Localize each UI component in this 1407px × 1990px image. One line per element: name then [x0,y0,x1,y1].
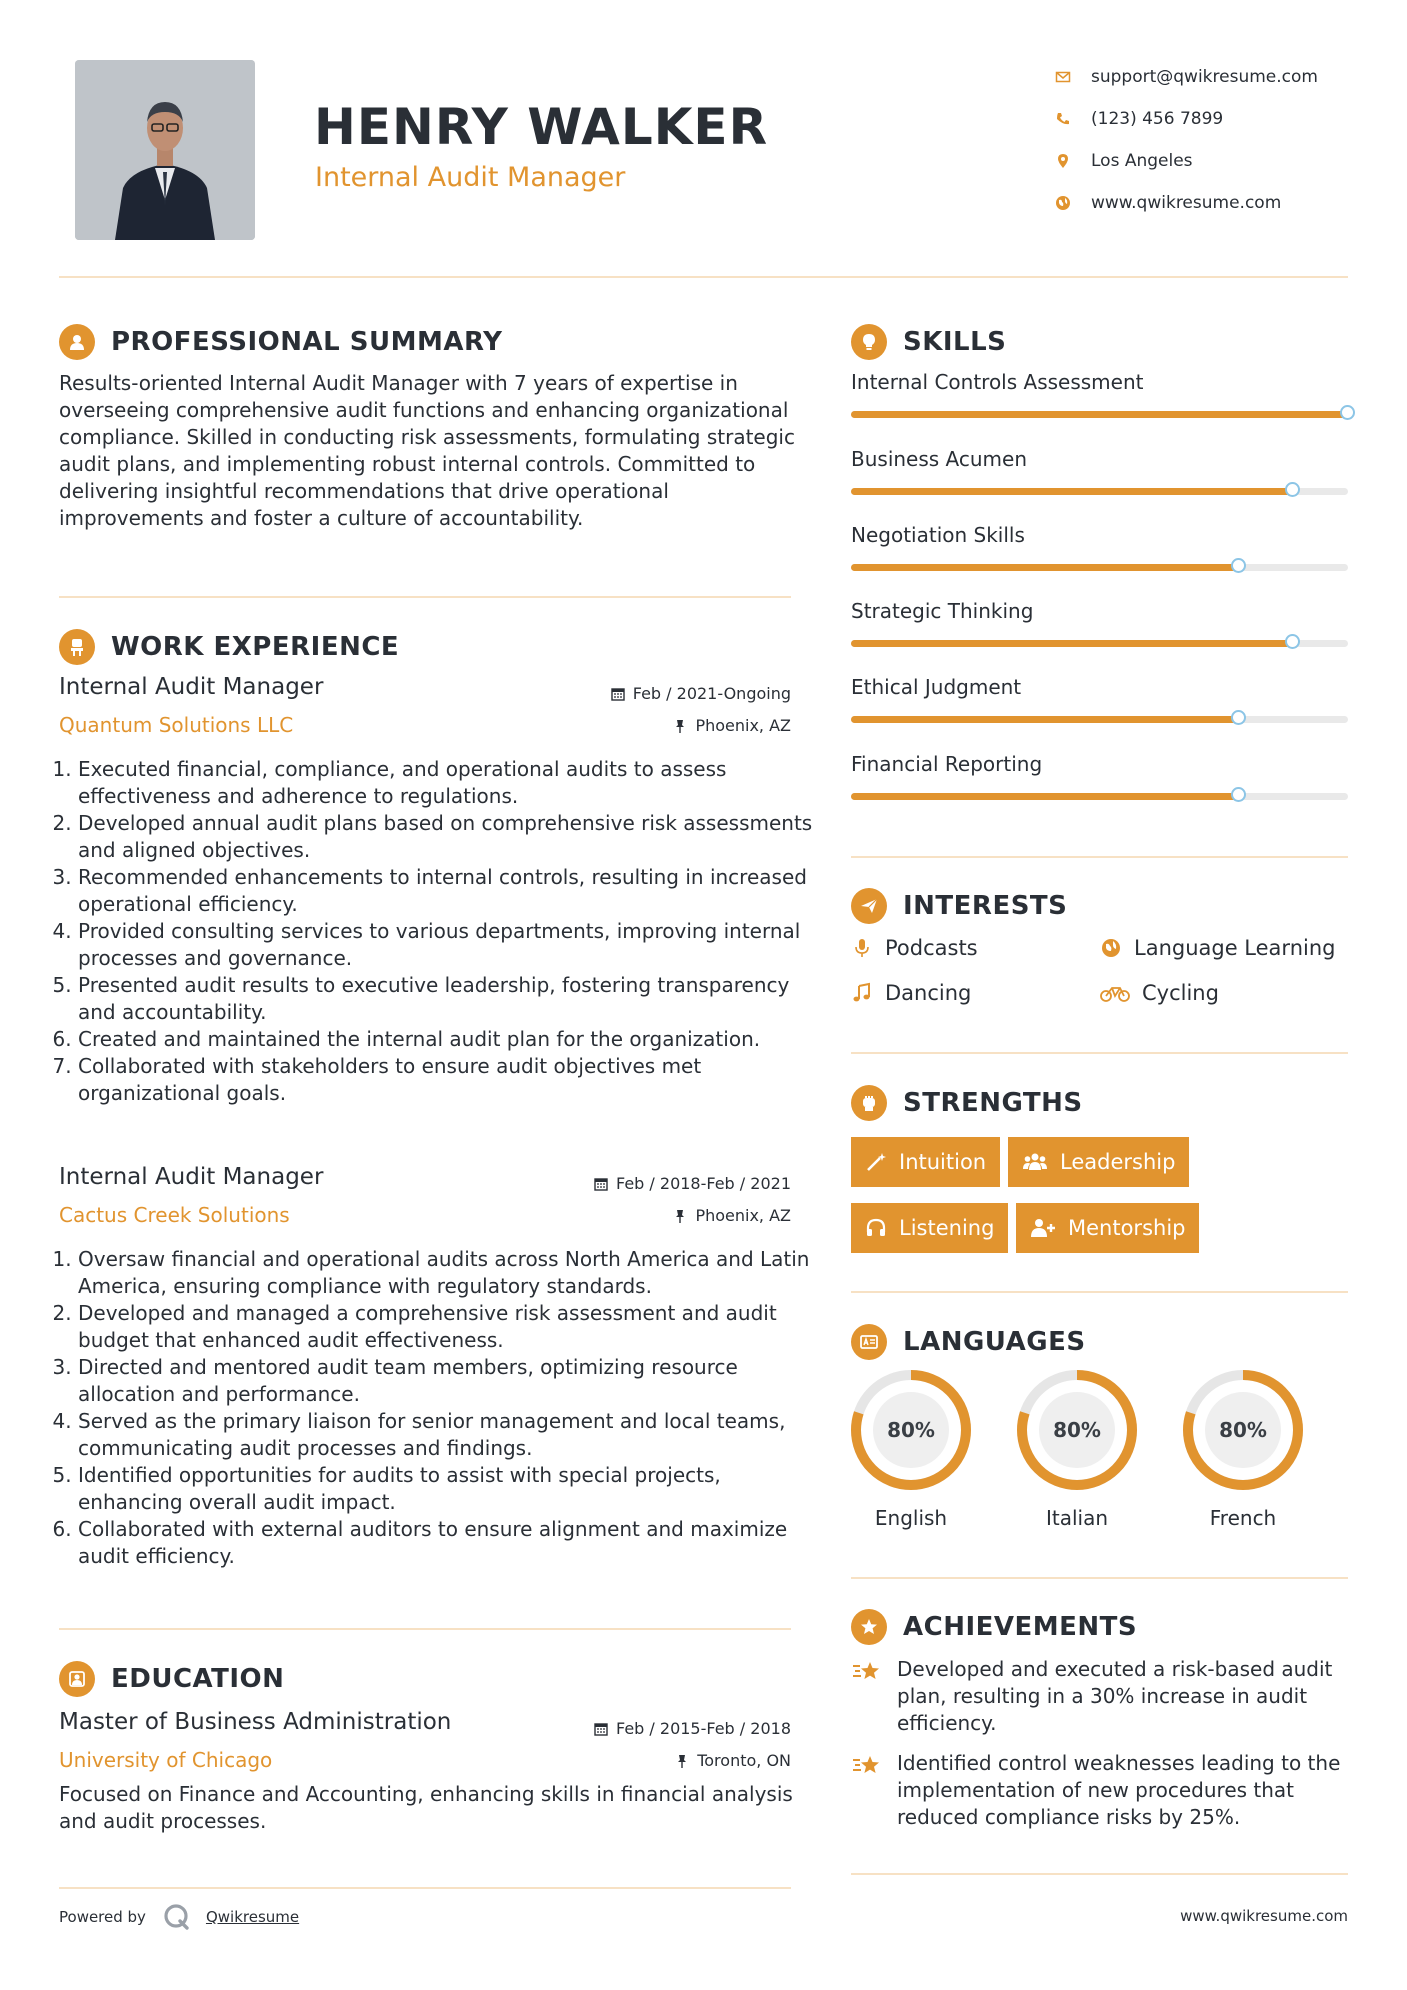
language-ring [849,1368,973,1492]
list-item: 2. Developed and managed a comprehensive risk assessment and audit budget that enhanced audit effectiveness. [78,1300,818,1354]
paper-plane-icon [851,888,887,924]
achievement-text: Identified control weaknesses leading to the implementation of new procedures that reduced compliance risks by 25%. [897,1751,1341,1829]
footer-website[interactable]: www.qwikresume.com [1180,1907,1348,1925]
achievements-title: ACHIEVEMENTS [903,1612,1138,1642]
map-pin-icon [1055,153,1071,169]
phone-icon [1055,111,1071,127]
achievement-text: Developed and executed a risk-based audit plan, resulting in a 30% increase in audit efficiency. [897,1657,1333,1735]
job-entry-1 [59,672,791,742]
microphone-icon [851,937,873,959]
contact-email[interactable] [1055,56,1375,98]
footer-powered-by [59,1902,299,1932]
skill-item [851,523,1348,547]
chair-icon [59,629,95,665]
list-item: 3. Directed and mentored audit team members, optimizing resource allocation and performance. [78,1354,818,1408]
pushpin-icon [675,1754,689,1768]
list-item: 1. Executed financial, compliance, and operational audits to assess effectiveness and adherence to regulations. [78,756,818,810]
achievement-item [851,1656,1351,1737]
school: University of Chicago [59,1748,273,1772]
list-item: 1. Oversaw financial and operational audits across North America and Latin America, ensuring compliance with regulatory standards. [78,1246,818,1300]
experience-header [59,627,399,667]
id-card-icon [851,1324,887,1360]
job-dates: Feb / 2018-Feb / 2021 [594,1174,791,1193]
skill-name: Strategic Thinking [851,599,1034,623]
skill-item [851,752,1348,776]
language-ring [1015,1368,1139,1492]
contact-phone[interactable] [1055,98,1375,140]
calendar-icon [594,1177,608,1191]
qwikresume-logo-icon [162,1902,192,1932]
strength-tag-mentorship: Mentorship [1016,1203,1199,1253]
job-dates: Feb / 2021-Ongoing [611,684,791,703]
language-item [849,1368,973,1530]
language-item [1181,1368,1305,1530]
languages-divider [851,1577,1348,1579]
summary-text: Results-oriented Internal Audit Manager with 7 years of expertise in overseeing comprehensive audit functions and enhancing organizational compliance. Skilled in conducting risk assessments, formulating strategic audit plans, and implementing robust internal controls. Committed to delivering insightful recommendations that drive operational improvements and foster a culture of accountability. [59,371,795,530]
calendar-icon [611,687,625,701]
interest-item: Podcasts [851,936,978,960]
location-text: Los Angeles [1091,151,1193,171]
skill-bar [851,411,1348,418]
calendar-icon [594,1722,608,1736]
skills-header [851,322,1006,362]
skill-bar-fill [851,716,1239,723]
skill-bar [851,793,1348,800]
job-location: Phoenix, AZ [673,716,791,735]
skill-bar-knob [1285,482,1300,497]
skill-bar-knob [1231,710,1246,725]
skill-bar-fill [851,564,1239,571]
envelope-icon [1055,69,1071,85]
users-icon [1022,1151,1048,1173]
language-name: Italian [1045,1506,1109,1530]
skill-name: Internal Controls Assessment [851,370,1144,394]
interest-item: Cycling [1100,981,1219,1005]
star-badge-icon [851,1609,887,1645]
language-percent: 80% [1219,1418,1267,1442]
skill-item [851,447,1348,471]
language-percent: 80% [887,1418,935,1442]
skill-bar-knob [1340,405,1355,420]
email-text: support@qwikresume.com [1091,67,1318,87]
skill-bar [851,488,1348,495]
list-item: 6. Created and maintained the internal audit plan for the organization. [78,1026,818,1053]
skill-bar-fill [851,411,1348,418]
job-role: Internal Audit Manager [59,674,324,700]
list-item: 6. Collaborated with external auditors to ensure alignment and maximize audit efficiency. [78,1516,818,1570]
education-location: Toronto, ON [675,1751,791,1770]
powered-by-label: Powered by [59,1908,146,1926]
skill-bar-fill [851,793,1239,800]
user-icon [59,324,95,360]
skill-name: Ethical Judgment [851,675,1022,699]
website-text: www.qwikresume.com [1091,193,1282,213]
list-item: 4. Served as the primary liaison for senior management and local teams, communicating audit processes and findings. [78,1408,818,1462]
skill-bar-fill [851,640,1293,647]
lightbulb-icon [851,324,887,360]
globe-icon [1100,937,1122,959]
music-note-icon [851,982,873,1004]
skill-item [851,599,1348,623]
strength-tag-leadership: Leadership [1008,1137,1189,1187]
list-item: 5. Identified opportunities for audits to assist with special projects, enhancing overall audit impact. [78,1462,818,1516]
language-percent: 80% [1053,1418,1101,1442]
job-company: Cactus Creek Solutions [59,1203,290,1227]
skill-bar-knob [1231,558,1246,573]
pushpin-icon [673,719,687,733]
phone-text: (123) 456 7899 [1091,109,1224,129]
summary-divider [59,596,791,598]
education-description: Focused on Finance and Accounting, enhancing skills in financial analysis and audit processes. [59,1782,793,1833]
job-duties-1 [56,756,818,1107]
list-item: 4. Provided consulting services to various departments, improving internal processes and governance. [78,918,818,972]
job-company: Quantum Solutions LLC [59,713,294,737]
education-title: EDUCATION [111,1664,285,1694]
contact-location [1055,140,1375,182]
person-portrait-icon [75,60,255,240]
skill-name: Negotiation Skills [851,523,1025,547]
languages-title: LANGUAGES [903,1327,1086,1357]
bicycle-icon [1100,982,1130,1004]
contact-list [1055,56,1375,224]
pushpin-icon [673,1209,687,1223]
experience-divider [59,1628,791,1630]
magic-wand-icon [865,1151,887,1173]
interest-item: Language Learning [1100,936,1335,960]
language-ring [1181,1368,1305,1492]
education-header [59,1659,284,1699]
skill-name: Business Acumen [851,447,1028,471]
languages-header [851,1322,1086,1362]
list-item: 7. Collaborated with stakeholders to ensure audit objectives met organizational goals. [78,1053,818,1107]
list-item: 2. Developed annual audit plans based on comprehensive risk assessments and aligned objectives. [78,810,818,864]
skill-bar [851,716,1348,723]
skills-title: SKILLS [903,327,1007,357]
contact-website[interactable] [1055,182,1375,224]
achievements-divider [851,1873,1348,1875]
shooting-star-icon [851,1656,883,1688]
skill-bar-fill [851,488,1293,495]
brand-link[interactable]: Qwikresume [205,1908,300,1926]
skill-bar [851,564,1348,571]
skill-bar-knob [1285,634,1300,649]
summary-header [59,322,502,362]
skill-name: Financial Reporting [851,752,1043,776]
summary-title: PROFESSIONAL SUMMARY [111,327,503,357]
education-divider [59,1887,791,1889]
education-entry [59,1707,791,1777]
header-divider [59,276,1348,278]
strength-tag-listening: Listening [851,1203,1008,1253]
interests-divider [851,1052,1348,1054]
achievements-header [851,1607,1137,1647]
achievement-item [851,1750,1351,1831]
globe-icon [1055,195,1071,211]
strengths-header [851,1083,1083,1123]
job-entry-2 [59,1162,791,1232]
skills-divider [851,856,1348,858]
headphones-icon [865,1217,887,1239]
experience-title: WORK EXPERIENCE [111,632,400,662]
degree: Master of Business Administration [59,1709,452,1735]
job-location: Phoenix, AZ [673,1206,791,1225]
language-name: English [874,1506,948,1530]
job-duties-2 [56,1246,818,1570]
skill-item [851,370,1348,394]
list-item: 3. Recommended enhancements to internal controls, resulting in increased operational efficiency. [78,864,818,918]
skill-bar-knob [1231,787,1246,802]
language-name: French [1209,1506,1277,1530]
education-dates: Feb / 2015-Feb / 2018 [594,1719,791,1738]
strength-tag-intuition: Intuition [851,1137,1000,1187]
skill-item [851,675,1348,699]
interests-header [851,886,1067,926]
interest-item: Dancing [851,981,971,1005]
list-item: 5. Presented audit results to executive leadership, fostering transparency and accountability. [78,972,818,1026]
graduate-icon [59,1661,95,1697]
skill-bar [851,640,1348,647]
profile-photo [75,60,255,240]
language-item [1015,1368,1139,1530]
interests-title: INTERESTS [903,891,1068,921]
user-plus-icon [1030,1217,1056,1239]
strengths-title: STRENGTHS [903,1088,1083,1118]
shooting-star-icon [851,1750,883,1782]
job-role: Internal Audit Manager [59,1164,324,1190]
candidate-title: Internal Audit Manager [315,162,626,193]
strengths-divider [851,1291,1348,1293]
candidate-name: HENRY WALKER [314,98,769,156]
fist-icon [851,1085,887,1121]
